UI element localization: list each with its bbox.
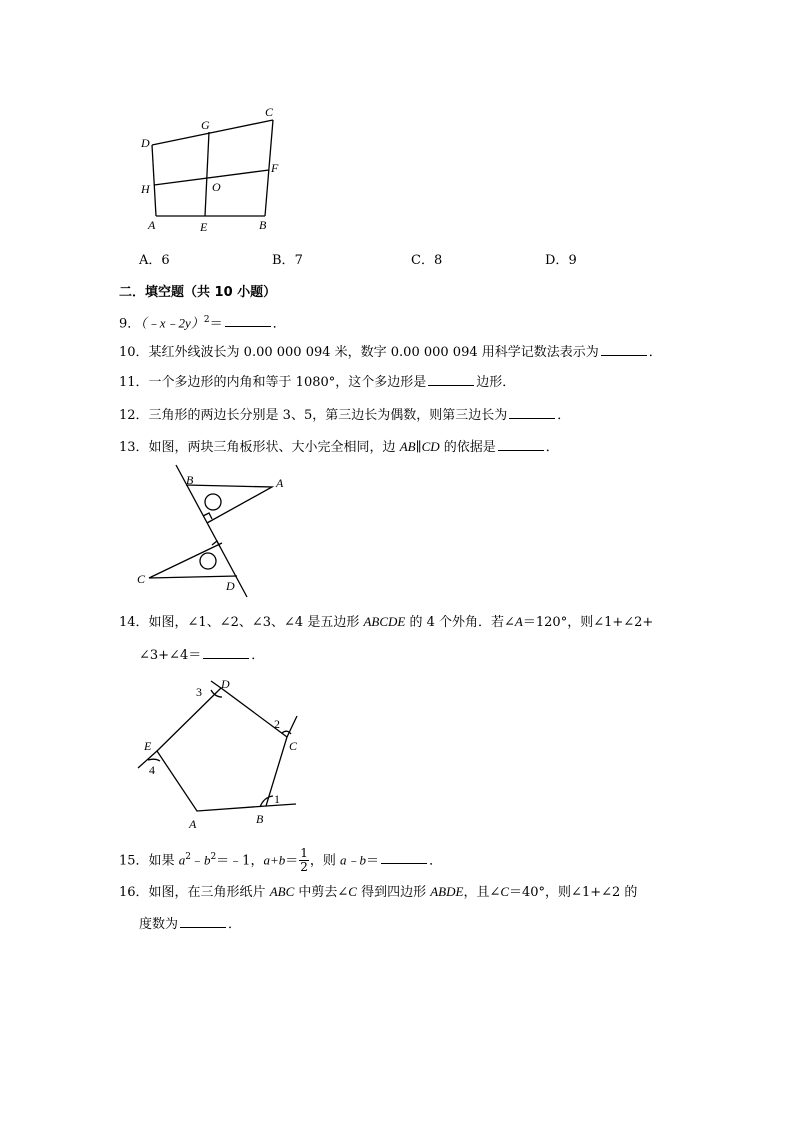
option-a: A．6 <box>139 253 170 268</box>
label-H: H <box>141 182 150 196</box>
label-B: B <box>259 218 267 232</box>
label-A: A <box>189 817 197 831</box>
question-11: 11．一个多边形的内角和等于 1080°，这个多边形是 边形． <box>119 375 516 390</box>
label-A: A <box>276 476 284 490</box>
angle-label-3: 3 <box>196 685 202 699</box>
label-B: B <box>256 812 264 826</box>
question-14-line-2: ∠3+∠4＝ ． <box>139 648 265 663</box>
question-9: 9．（﹣x﹣2y）$^2$＝ ． <box>119 315 286 332</box>
fraction-half: $\frac{1}{2}$ <box>300 846 308 875</box>
question-10: 10．某红外线波长为 0.00 000 094 米，数字 0.00 000 094 用科学记数法表示为 ． <box>119 345 662 360</box>
label-F: F <box>271 161 279 175</box>
question-16-line-2: 度数为 ． <box>139 917 242 932</box>
answer-blank <box>180 915 226 928</box>
label-O: O <box>212 180 221 194</box>
label-D: D <box>141 136 150 150</box>
label-C: C <box>137 572 146 586</box>
label-A: A <box>148 218 156 232</box>
label-E: E <box>144 739 152 753</box>
option-c: C．8 <box>411 253 443 268</box>
label-C: C <box>289 739 298 753</box>
question-14-line-1: 14．如图，∠1、∠2、∠3、∠4 是五边形 ABCDE 的 4 个外角．若∠A＝120°，则∠1+∠2+ <box>119 614 654 630</box>
angle-label-1: 1 <box>274 792 280 806</box>
question-16-line-1: 16．如图，在三角形纸片 ABC 中剪去∠C 得到四边形 ABDE，且∠C＝40°，则∠1+∠2 的 <box>119 884 638 900</box>
option-b: B．7 <box>272 253 303 268</box>
angle-label-2: 2 <box>274 717 280 731</box>
label-B: B <box>186 473 194 487</box>
label-D: D <box>226 579 235 593</box>
label-D: D <box>221 677 230 691</box>
label-G: G <box>201 118 210 132</box>
angle-arc-4 <box>148 759 160 761</box>
extension-CD <box>211 681 221 688</box>
section-title: 二．填空题（共 10 小题） <box>119 285 277 300</box>
answer-blank <box>381 851 427 864</box>
angle-label-4: 4 <box>149 763 155 777</box>
label-C: C <box>265 105 274 119</box>
pentagon-ABCDE <box>157 688 287 811</box>
question-12: 12．三角形的两边长分别是 3、5，第三边长为偶数，则第三边长为 ． <box>119 408 571 423</box>
label-E: E <box>200 220 208 234</box>
extension-AB <box>266 804 296 806</box>
option-d: D．9 <box>545 253 577 268</box>
question-13: 13．如图，两块三角板形状、大小完全相同，边 AB∥CD 的依据是 ． <box>119 439 559 455</box>
extension-BC <box>287 716 297 737</box>
question-15: 15．如果 $a^2﹣b^2=﹣1$，a+b＝ $\frac{1}{2}$ ，则 a﹣b＝ ． <box>119 846 443 875</box>
